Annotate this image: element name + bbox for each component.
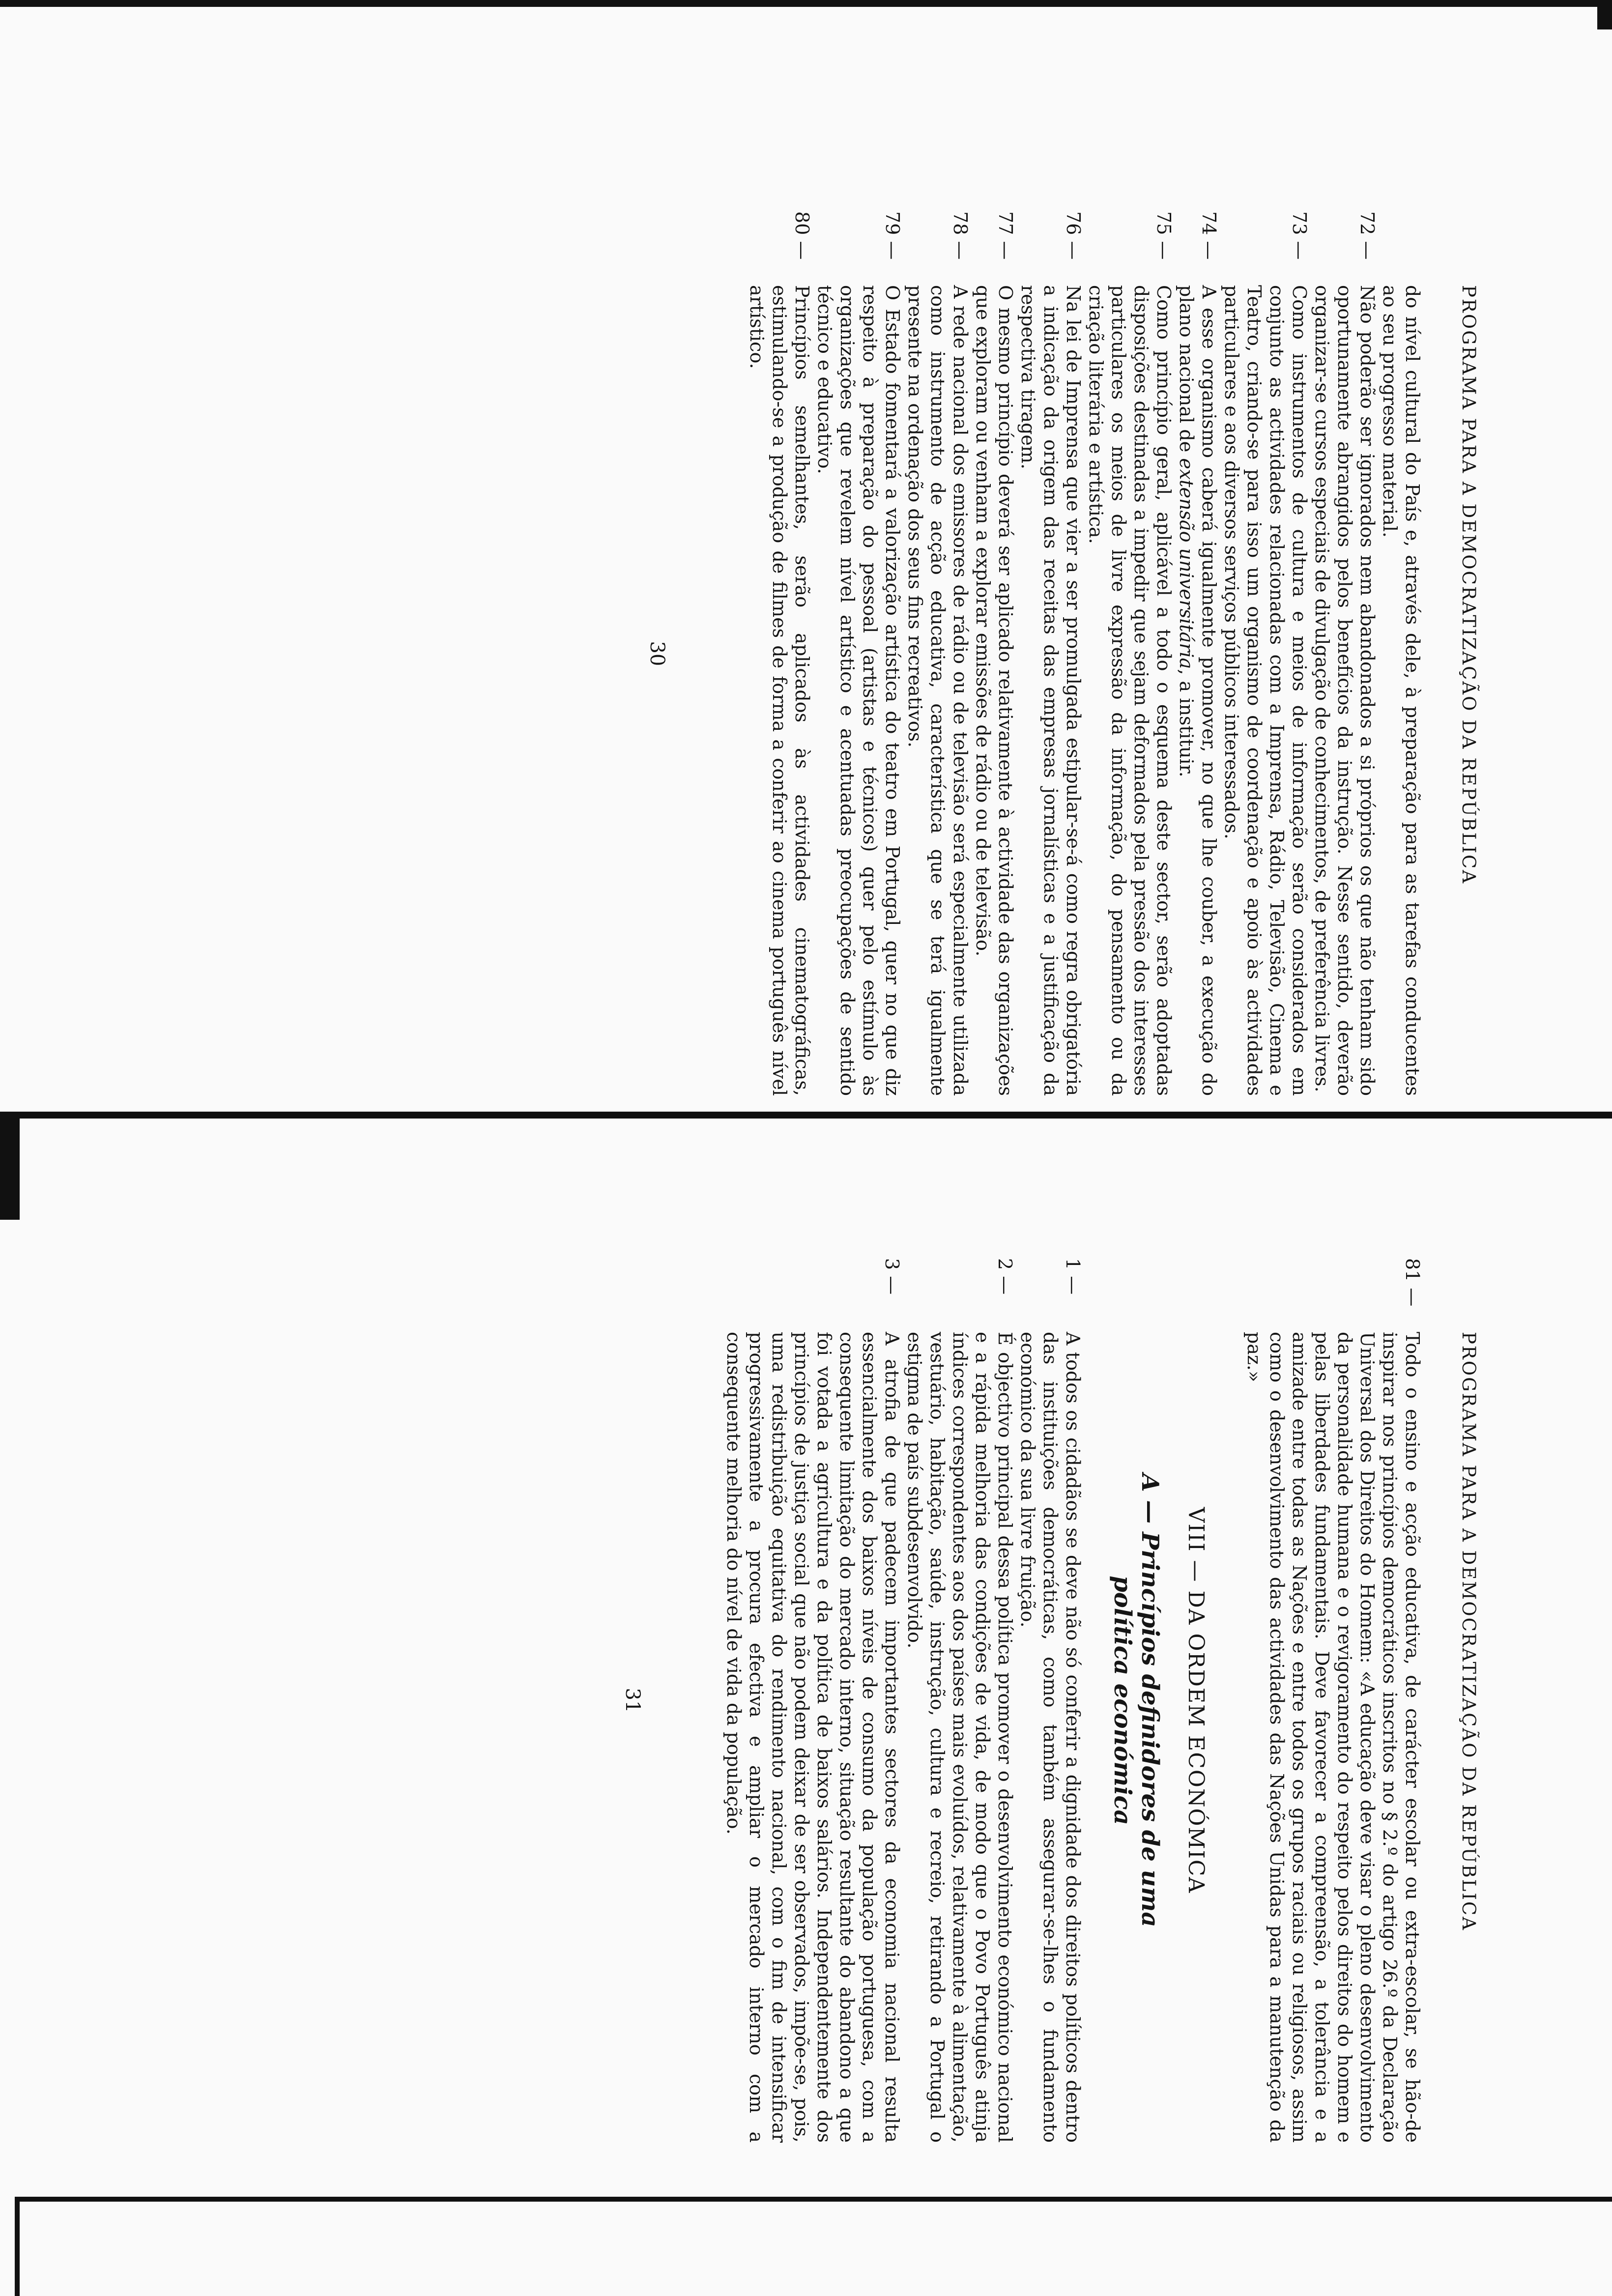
item-text: É objectivo principal dessa política promover o desenvolvimento económico nacional e a rápida melhoria das condições de vida, de modo que o Povo Português atinja índices correspondentes aos dos países mais evoluídos, relativamente à alimentação, vestuário, habitação, saúde, instrução, cultura e recreio, retirando a Portugal o estigma de país subdesenvolvido. [904,1332,1016,2143]
item-text: O mesmo princípio deverá ser aplicado relativamente à actividade das organizações que exploram ou venham a explorar emissões de rádio ou de televisão. [972,285,1016,1096]
item-number: 78 — [950,211,971,260]
item-text: A rede nacional dos emissores de rádio ou de televisão será especialmente utilizada como instrumento de acção educativa, característica que se terá igualmente presente na ordenação dos seus fins recreativos. [904,285,971,1096]
page-number: 30 [646,641,668,666]
page-number: 31 [621,1688,644,1713]
running-head: PROGRAMA PARA A DEMOCRATIZAÇÃO DA REPÚBLICA [1458,1332,1479,1932]
item-text-emphasis: extensão universitária [1176,458,1197,669]
item-78 [904,211,972,1096]
item-number: 2 — [994,1258,1016,1295]
item-number: 79 — [882,211,903,260]
scan-divider-edge [0,1112,20,1220]
section-heading [1109,1258,1164,2143]
section-heading-line: A — Princípios definidores de uma [1136,1473,1164,1927]
item-text: Princípios semelhantes, serão aplicados às actividades cinematográficas, estimulando-se a produção de filmes de forma a conferir ao cinema português nível artístico. [746,285,813,1096]
item-number: 80 — [791,211,813,260]
item-74 [1175,211,1220,1096]
item-2 [903,1258,1016,2143]
item-text: A esse organismo caberá igualmente promover, no que lhe couber, a execução do plano nacional de [1176,285,1220,1096]
item-number: 76 — [1063,211,1084,260]
book-page-30 [236,211,1479,1096]
chapter-heading: VIII — DA ORDEM ECONÓMICA [1183,1507,1209,1894]
item-text: Não poderão ser ignorados nem abandonados a si próprios os que não tenham sido oportunamente abrangidos pelos benefícios da instrução. Nesse sentido, deverão organizar-se cursos especiais de divulgação de conhecimentos, de preferência livres. [1311,285,1378,1096]
item-text: Na lei de Imprensa que vier a ser promulgada estipular-se-á como regra obrigatória a indicação da origem das receitas das empresas jornalísticas e a justificação da respectiva tiragem. [1017,285,1084,1096]
item-75 [1085,211,1175,1096]
item-number: 75 — [1153,211,1175,260]
item-number: 3 — [881,1258,903,1295]
item-text: , a instituir. [1176,669,1197,777]
scan-border-top [0,0,1612,7]
continuation-paragraph: do nível cultural do País e, através dele, à preparação para as tarefas conducentes ao seu progresso material. [1379,285,1423,1096]
item-81 [1243,1258,1424,2143]
item-text: Como instrumentos de cultura e meios de informação serão considerados em conjunto as actividades relacionadas com a Imprensa, Rádio, Televisão, Cinema e Teatro, criando-se para isso um organismo de coordenação e apoio às actividades particulares e aos diversos serviços públicos interessados. [1221,285,1310,1096]
item-77 [972,211,1017,1096]
scan-border-bottom [15,2197,1612,2202]
item-number: 72 — [1356,211,1378,260]
item-text: Todo o ensino e acção educativa, de carácter escolar ou extra-escolar, se hão-de inspirar nos princípios democráticos inscritos no § 2.º do artigo 26.º da Declaração Universal dos Direitos do Homem: «A educação deve visar o pleno desenvolvimento da personalidade humana e o revigoramento do respeito pelos direitos do homem e pelas liberdades fundamentais. Deve favorecer a compreensão, a tolerância e a amizade entre todas as Nações e entre todos os grupos raciais ou religiosos, assim como o desenvolvimento das actividades das Nações Unidas para a manutenção da paz.» [1243,1332,1423,2143]
item-number: 81 — [1402,1258,1423,1307]
item-text: Como princípio geral, aplicável a todo o esquema deste sector, serão adoptadas disposições destinadas a impedir que sejam deformados pela pressão dos interesses particulares os meios de livre expressão da informação, do pensamento ou da criação literária e artística. [1085,285,1175,1096]
running-head: PROGRAMA PARA A DEMOCRATIZAÇÃO DA REPÚBLICA [1458,285,1479,885]
item-3 [722,1258,903,2143]
item-79 [813,211,904,1096]
item-number: 1 — [1062,1258,1084,1295]
item-73 [1220,211,1311,1096]
item-1 [1016,1258,1084,2143]
item-text: O Estado fomentará a valorização artística do teatro em Portugal, quer no que diz respeito à preparação do pessoal (artistas e técnicos) quer pelo estímulo às organizações que revelem nível artístico e acentuadas preocupações de sentido técnico e educativo. [814,285,903,1096]
scan-page-divider [0,1112,1612,1119]
scan-border-corner [1597,0,1612,29]
item-80 [746,211,813,1096]
item-number: 73 — [1289,211,1310,260]
item-text: A atrofia de que padecem importantes sectores da economia nacional resulta essencialmente dos baixos níveis de consumo da população portuguesa, com a consequente limitação do mercado interno, situação resultante do abandono a que foi votada a agricultura e da política de baixos salários. Independentemente dos princípios de justiça social que não podem deixar de ser observados, impõe-se, pois, uma redistribuição equitativa do rendimento nacional, com o fim de intensificar progressivamente a procura efectiva e ampliar o mercado interno com a consequente melhoria do nível de vida da população. [723,1332,903,2143]
item-72 [1311,211,1379,1096]
item-text: A todos os cidadãos se deve não só conferir a dignidade dos direitos políticos dentro das instituições democráticas, como também assegurar-se-lhes o fundamento económico da sua livre fruição. [1017,1332,1084,2143]
item-76 [1017,211,1085,1096]
item-number: 77 — [995,211,1016,260]
item-number: 74 — [1198,211,1220,260]
book-page-31 [236,1258,1479,2143]
scan-border-bottom-edge [15,2197,20,2296]
section-heading-line: política económica [1109,1576,1136,1825]
